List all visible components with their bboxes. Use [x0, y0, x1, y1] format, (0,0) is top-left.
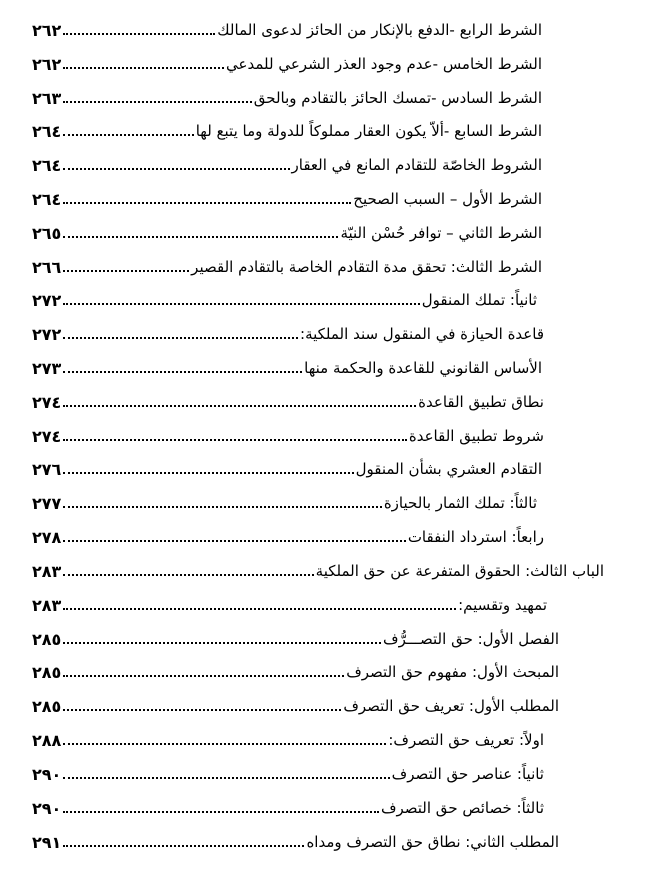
- toc-page-number: ٢٨٣: [32, 561, 62, 581]
- toc-entry-title: ثالثاً: تملك الثمار بالحيازة: [383, 494, 537, 512]
- toc-page-number: ٢٧٢: [32, 290, 62, 310]
- toc-leader-dots: [63, 811, 379, 813]
- toc-entry-title: ثانياً: تملك المنقول: [421, 291, 537, 309]
- toc-entry: [32, 491, 537, 515]
- toc-page-number: ٢٧٤: [32, 392, 62, 412]
- toc-entry: [32, 52, 542, 76]
- toc-page-number: ٢٧٤: [32, 426, 62, 446]
- toc-entry: [32, 525, 544, 549]
- toc-leader-dots: [63, 642, 381, 644]
- toc-entry: [32, 18, 542, 42]
- toc-leader-dots: [63, 134, 193, 136]
- toc-entry-title: قاعدة الحيازة في المنقول سند الملكية:: [300, 325, 544, 343]
- toc-leader-dots: [63, 33, 215, 35]
- toc-entry: [32, 762, 544, 786]
- toc-entry-title: الباب الثالث: الحقوق المتفرعة عن حق الملكية: [315, 562, 604, 580]
- toc-entry: [32, 221, 542, 245]
- toc-leader-dots: [63, 303, 419, 305]
- toc-leader-dots: [63, 675, 344, 677]
- toc-entry-title: اولاً: تعريف حق التصرف:: [388, 731, 544, 749]
- toc-entry: [32, 627, 559, 651]
- toc-page-number: ٢٦٦: [32, 257, 62, 277]
- toc-page-number: ٢٨٣: [32, 595, 62, 615]
- toc-entry: [32, 424, 544, 448]
- toc-entry-title: المطلب الثاني: نطاق حق التصرف ومداه: [306, 833, 559, 851]
- toc-entry-title: الشروط الخاصّة للتقادم المانع في العقار: [291, 156, 542, 174]
- toc-entry: [32, 559, 604, 583]
- toc-leader-dots: [63, 506, 382, 508]
- toc-entry-title: نطاق تطبيق القاعدة: [418, 393, 544, 411]
- toc-entry: [32, 153, 542, 177]
- toc-page-number: ٢٦٥: [32, 223, 62, 243]
- toc-entry: [32, 796, 544, 820]
- toc-entry: [32, 86, 542, 110]
- toc-entry-title: الشرط الثاني – توافر حُسْن النيّة: [340, 224, 542, 242]
- toc-leader-dots: [63, 845, 304, 847]
- toc-entry-title: التقادم العشري بشأن المنقول: [355, 460, 542, 478]
- toc-leader-dots: [63, 101, 251, 103]
- toc-entry-title: شروط تطبيق القاعدة: [408, 427, 544, 445]
- toc-entry: [32, 593, 547, 617]
- toc-entry-title: الفصل الأول: حق التصـــرُّف: [383, 630, 559, 648]
- toc-leader-dots: [63, 168, 289, 170]
- toc-page-number: ٢٦٤: [32, 189, 62, 209]
- toc-leader-dots: [63, 439, 407, 441]
- toc-entry: [32, 830, 559, 854]
- toc-page-number: ٢٧٨: [32, 527, 62, 547]
- toc-leader-dots: [63, 405, 416, 407]
- toc-leader-dots: [63, 337, 298, 339]
- toc-leader-dots: [63, 236, 338, 238]
- toc-page-number: ٢٩٠: [32, 798, 62, 818]
- toc-entry: [32, 660, 559, 684]
- toc-page-number: ٢٩٠: [32, 764, 62, 784]
- toc-leader-dots: [63, 472, 353, 474]
- toc-leader-dots: [63, 709, 341, 711]
- toc-entry: [32, 457, 542, 481]
- toc-leader-dots: [63, 371, 302, 373]
- toc-entry-title: ثالثاً: خصائص حق التصرف: [380, 799, 544, 817]
- toc-entry: [32, 728, 544, 752]
- toc-entry-title: الشرط السابع -ألاّ يكون العقار مملوكاً للدولة وما يتبع لها: [195, 122, 542, 140]
- toc-entry: [32, 119, 542, 143]
- toc-entry-title: الشرط الثالث: تحقق مدة التقادم الخاصة بالتقادم القصير: [191, 258, 542, 276]
- toc-entry: [32, 187, 542, 211]
- toc-page-number: ٢٦٤: [32, 155, 62, 175]
- toc-page-number: ٢٨٨: [32, 730, 62, 750]
- toc-page-number: ٢٧٣: [32, 358, 62, 378]
- toc-entry: [32, 255, 542, 279]
- toc-page-number: ٢٦٢: [32, 54, 62, 74]
- toc-entry: [32, 390, 544, 414]
- toc-leader-dots: [63, 540, 406, 542]
- toc-page-number: ٢٧٧: [32, 493, 62, 513]
- toc-page-number: ٢٦٣: [32, 88, 62, 108]
- toc-entry: [32, 288, 537, 312]
- toc-leader-dots: [63, 270, 189, 272]
- toc-page-number: ٢٨٥: [32, 696, 62, 716]
- toc-page-number: ٢٩١: [32, 832, 62, 852]
- toc-page-number: ٢٦٤: [32, 121, 62, 141]
- toc-entry-title: الأساس القانوني للقاعدة والحكمة منها: [304, 359, 542, 377]
- toc-page-number: ٢٨٥: [32, 629, 62, 649]
- toc-page-number: ٢٨٥: [32, 662, 62, 682]
- toc-leader-dots: [63, 777, 389, 779]
- toc-entry: [32, 694, 559, 718]
- toc-entry-title: رابعاً: استرداد النفقات: [407, 528, 544, 546]
- toc-entry-title: ثانياً: عناصر حق التصرف: [391, 765, 544, 783]
- toc-entry-title: الشرط الأول – السبب الصحيح: [353, 190, 542, 208]
- toc-leader-dots: [63, 574, 313, 576]
- toc-entry: [32, 322, 544, 346]
- toc-entry: [32, 356, 542, 380]
- toc-entry-title: الشرط السادس -تمسك الحائز بالتقادم وبالحق: [253, 89, 542, 107]
- toc-page-number: ٢٧٦: [32, 459, 62, 479]
- toc-leader-dots: [63, 202, 351, 204]
- toc-entry-title: المبحث الأول: مفهوم حق التصرف: [346, 663, 559, 681]
- toc-leader-dots: [63, 67, 224, 69]
- toc-leader-dots: [63, 743, 386, 745]
- toc-entry-title: المطلب الأول: تعريف حق التصرف: [343, 697, 559, 715]
- toc-entry-title: الشرط الرابع -الدفع بالإنكار من الحائز لدعوى المالك: [217, 21, 542, 39]
- toc-entry-title: تمهيد وتقسيم:: [458, 596, 547, 614]
- toc-leader-dots: [63, 608, 456, 610]
- toc-page-number: ٢٧٢: [32, 324, 62, 344]
- toc-page-number: ٢٦٢: [32, 20, 62, 40]
- toc-entry-title: الشرط الخامس -عدم وجود العذر الشرعي للمدعي: [226, 55, 542, 73]
